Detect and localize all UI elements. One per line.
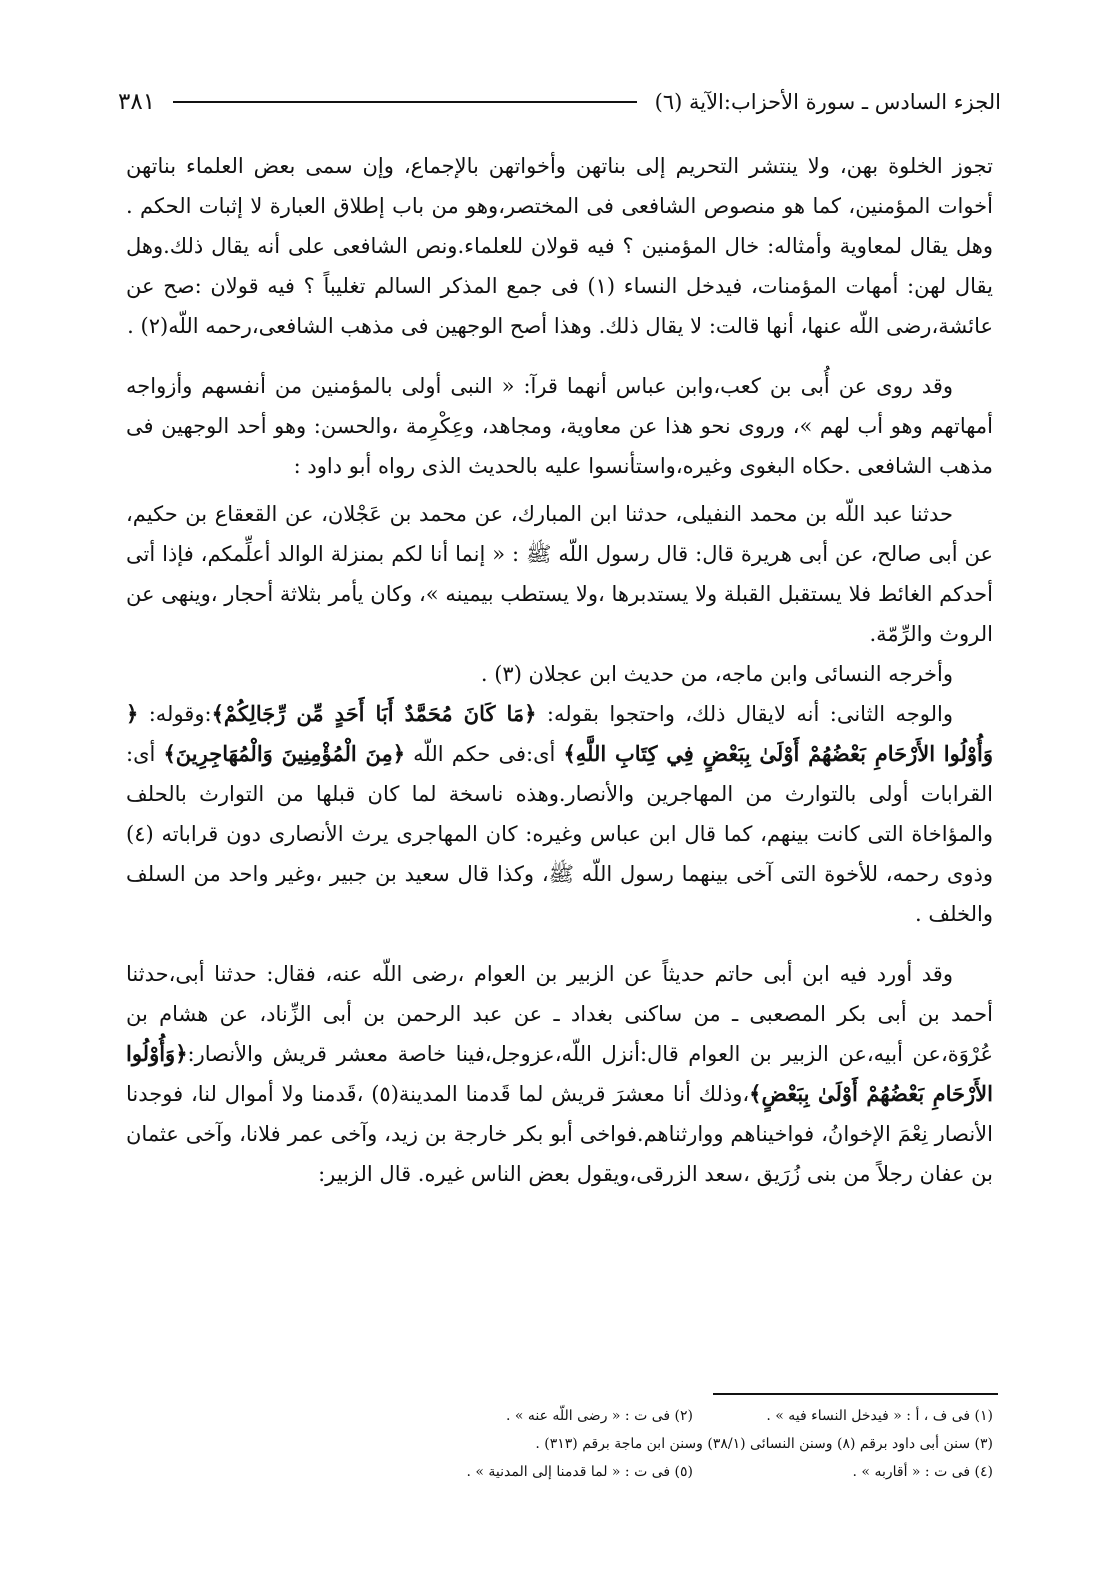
paragraph-1: تجوز الخلوة بهن، ولا ينتشر التحريم إلى بناتهن وأخواتهن بالإجماع، وإن سمى بعض العلماء بناتهن أخوات المؤمنين، كما هو منصوص الشافعى فى المختصر،وهو من باب إطلاق العبارة لا إثبات الحكم . وهل يقال لمعاوية وأمثاله: خال المؤمنين ؟ فيه قولان للعلماء.ونص الشافعى على أنه يقال ذلك.وهل يقال لهن: أمهات المؤمنات، فيدخل النساء (١) فى جمع المذكر السالم تغليباً ؟ فيه قولان :صح عن عائشة،رضى اللّه عنها، أنها قالت: لا يقال ذلك. وهذا أصح الوجهين فى مذهب الشافعى،رحمه اللّه(٢) .	[126, 154, 993, 338]
footnote-row	[300, 1402, 993, 1430]
paragraph-5	[126, 694, 993, 934]
footnote-rule	[713, 1393, 998, 1395]
quran-verse-3: ﴿مِنَ الْمُؤْمِنِينَ وَالْمُهَاجِرِينَ﴾	[163, 741, 406, 766]
footnotes	[300, 1402, 993, 1486]
running-header	[118, 82, 1001, 122]
main-text	[126, 146, 993, 1194]
quran-verse-4: ﴿وَأُوْلُوا الأَرْحَامِ بَعْضُهُمْ أَوْلَىٰ بِبَعْضٍ﴾	[126, 1041, 993, 1106]
footnote-row	[300, 1430, 993, 1458]
footnote-1: (١) فى ف ، أ : « فيدخل النساء فيه » .	[766, 1408, 993, 1424]
header-rule	[173, 101, 637, 103]
footnote-row	[300, 1458, 993, 1486]
footnote-2: (٢) فى ت : « رضى اللّه عنه » .	[505, 1408, 693, 1424]
paragraph-3: حدثنا عبد اللّه بن محمد النفيلى، حدثنا ابن المبارك، عن محمد بن عَجْلان، عن القعقاع بن حكيم، عن أبى صالح، عن أبى هريرة قال: قال رسول اللّه ﷺ : « إنما أنا لكم بمنزلة الوالد أعلِّمكم، فإذا أتى أحدكم الغائط فلا يستقبل القبلة ولا يستدبرها ،ولا يستطب بيمينه »، وكان يأمر بثلاثة أحجار ،وينهى عن الروث والرِّمّة.	[126, 502, 993, 646]
paragraph-5-text-d: أى: القرابات أولى بالتوارث من المهاجرين والأنصار.وهذه ناسخة لما كان قبلها من التوارث بالحلف والمؤاخاة التى كانت بينهم، كما قال ابن عباس وغيره: كان المهاجرى يرث الأنصارى دون قراباته (٤) وذوى رحمه، للأخوة التى آخى بينهما رسول اللّه ﷺ، وكذا قال سعيد بن جبير ،وغير واحد من السلف والخلف .	[126, 742, 993, 926]
quran-verse-1: ﴿مَا كَانَ مُحَمَّدٌ أَبَا أَحَدٍ مِّن رِّجَالِكُمْ﴾	[211, 701, 537, 726]
paragraph-6-text-a: وقد أورد فيه ابن أبى حاتم حديثاً عن الزبير بن العوام ،رضى اللّه عنه، فقال: حدثنا أبى،حدثنا أحمد بن أبى بكر المصعبى ـ من ساكنى بغداد ـ عن عبد الرحمن بن أبى الزِّناد، عن هشام بن عُرْوَة،عن أبيه،عن الزبير بن العوام قال:أنزل اللّه،عزوجل،فينا خاصة معشر قريش والأنصار:	[126, 962, 993, 1066]
paragraph-5-text-b: :وقوله:	[138, 702, 212, 726]
paragraph-6-text-b: ،وذلك أنا معشرَ قريش لما قَدمنا المدينة(٥) ،قَدمنا ولا أموال لنا، فوجدنا الأنصار نِعْمَ الإخوانُ، فواخيناهم ووارثناهم.فواخى أبو بكر خارجة بن زيد، وآخى عمر فلانا، وآخى عثمان بن عفان رجلاً من بنى زُرَيق ،سعد الزرقى،ويقول بعض الناس غيره. قال الزبير:	[126, 1082, 993, 1186]
footnote-5: (٥) فى ت : « لما قدمنا إلى المدنية » .	[466, 1464, 693, 1480]
header-title: الجزء السادس ـ سورة الأحزاب:الآية (٦)	[654, 90, 1001, 114]
footnote-4: (٤) فى ت : « أقاربه » .	[852, 1464, 993, 1480]
paragraph-5-text-a: والوجه الثانى: أنه لايقال ذلك، واحتجوا بقوله:	[536, 702, 953, 726]
page-number: ٣٨١	[118, 89, 156, 115]
quran-verse-2: ﴿ وَأُوْلُوا الأَرْحَامِ بَعْضُهُمْ أَوْلَىٰ بِبَعْضٍ فِي كِتَابِ اللَّهِ﴾	[126, 701, 994, 766]
paragraph-5-text-c: أى:فى حكم اللّه	[405, 742, 564, 766]
paragraph-6	[126, 954, 993, 1194]
footnote-3: (٣) سنن أبى داود برقم (٨) وسنن النسائى (٣٨/١) وسنن ابن ماجة برقم (٣١٣) .	[535, 1436, 993, 1452]
paragraph-4: وأخرجه النسائى وابن ماجه، من حديث ابن عجلان (٣) .	[480, 662, 953, 686]
paragraph-2: وقد روى عن أُبى بن كعب،وابن عباس أنهما قرآ: « النبى أولى بالمؤمنين من أنفسهم وأزواجه أمهاتهم وهو أب لهم »، وروى نحو هذا عن معاوية، ومجاهد، وعِكْرِمة ،والحسن: وهو أحد الوجهين فى مذهب الشافعى .حكاه البغوى وغيره،واستأنسوا عليه بالحديث الذى رواه أبو داود :	[126, 374, 993, 478]
